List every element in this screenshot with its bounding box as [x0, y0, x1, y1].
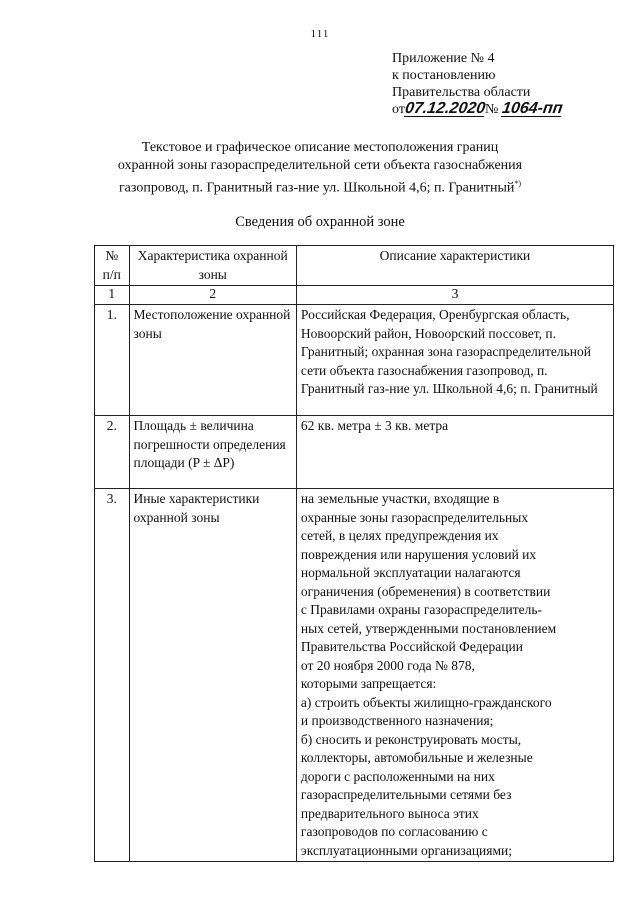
row-description: 62 кв. метра ± 3 кв. метра [296, 416, 613, 489]
table-row [95, 489, 614, 862]
column-number-row [95, 286, 614, 305]
footnote-mark: *) [514, 179, 522, 188]
row-characteristic: Местоположение охранной зоны [129, 305, 296, 416]
appendix-line: Приложение № 4 [392, 51, 495, 66]
row-characteristic: Иные характеристики охранной зоны [129, 489, 296, 862]
title-line: Текстовое и графическое описание местоположения границ [141, 140, 499, 155]
document-title [60, 139, 580, 198]
description-line: газораспределительными сетями без [300, 787, 512, 802]
table-header-row [95, 246, 614, 286]
title-line: охранной зоны газораспределительной сети объекта газоснабжения [117, 158, 523, 173]
page-number: 111 [310, 28, 330, 40]
description-line: дороги с расположенными на них [300, 768, 495, 784]
column-number: 1 [95, 286, 130, 305]
description-line: повреждения или нарушения условий их [300, 546, 537, 562]
appendix-date-line [392, 101, 562, 118]
appendix-block [392, 50, 562, 118]
handwritten-date: 07.12.2020 [403, 100, 487, 117]
description-line: на земельные участки, входящие в [300, 491, 500, 506]
column-number: 3 [296, 286, 613, 305]
appendix-line: Правительства области [392, 85, 531, 100]
row-number: 2. [95, 416, 130, 489]
row-description [296, 489, 613, 862]
description-line: эксплуатационными организациями; [300, 842, 513, 858]
handwritten-number: 1064-пп [500, 100, 564, 117]
description-line: охранные зоны газораспределительных [300, 509, 529, 525]
header-characteristic: Характеристика охранной зоны [129, 246, 296, 286]
protection-zone-table [94, 245, 614, 862]
description-line: а) строить объекты жилищно-гражданского [300, 694, 552, 710]
description-line: от 20 ноября 2000 года № 878, [300, 657, 475, 673]
description-line: предварительного выноса этих [300, 805, 479, 821]
header-description: Описание характеристики [296, 246, 613, 286]
description-line: с Правилами охраны газораспределитель- [300, 602, 542, 617]
row-characteristic: Площадь ± величина погрешности определения площади (P ± ΔP) [129, 416, 296, 489]
description-line: сетей, в целях предупреждения их [300, 528, 499, 543]
description-line: коллекторы, автомобильные и железные [300, 750, 533, 765]
header-number: № п/п [95, 246, 130, 286]
row-number: 1. [95, 305, 130, 416]
title-line: газопровод, п. Гранитный газ-ние ул. Школьной 4,6; п. Гранитный [118, 180, 515, 196]
description-line: б) сносить и реконструировать мосты, [300, 731, 522, 747]
description-line: газопроводов по согласованию с [300, 824, 488, 839]
table-row [95, 416, 614, 489]
title-line-3 [60, 175, 580, 198]
date-prefix: от [392, 102, 405, 117]
description-line: нормальной эксплуатации налагаются [300, 565, 521, 580]
row-description: Российская Федерация, Оренбургская область, Новоорский район, Новоорский поссовет, п. Гранитный; охранная зона газораспределительной сети объекта газоснабжения газопровод, п. Гранитный газ-ние ул. Школьной 4,6; п. Гранитный [296, 305, 613, 416]
description-line: которыми запрещается: [300, 676, 437, 691]
description-line: Правительства Российской Федерации [300, 639, 523, 654]
column-number: 2 [129, 286, 296, 305]
description-line: ограничения (обременения) в соответствии [300, 583, 551, 599]
appendix-line: к постановлению [392, 68, 496, 83]
section-title: Сведения об охранной зоне [235, 214, 405, 230]
row-number: 3. [95, 489, 130, 862]
description-line: ных сетей, утвержденными постановлением [300, 620, 557, 636]
description-line: и производственного назначения; [300, 713, 494, 728]
number-sign: № [485, 102, 499, 117]
table-row [95, 305, 614, 416]
